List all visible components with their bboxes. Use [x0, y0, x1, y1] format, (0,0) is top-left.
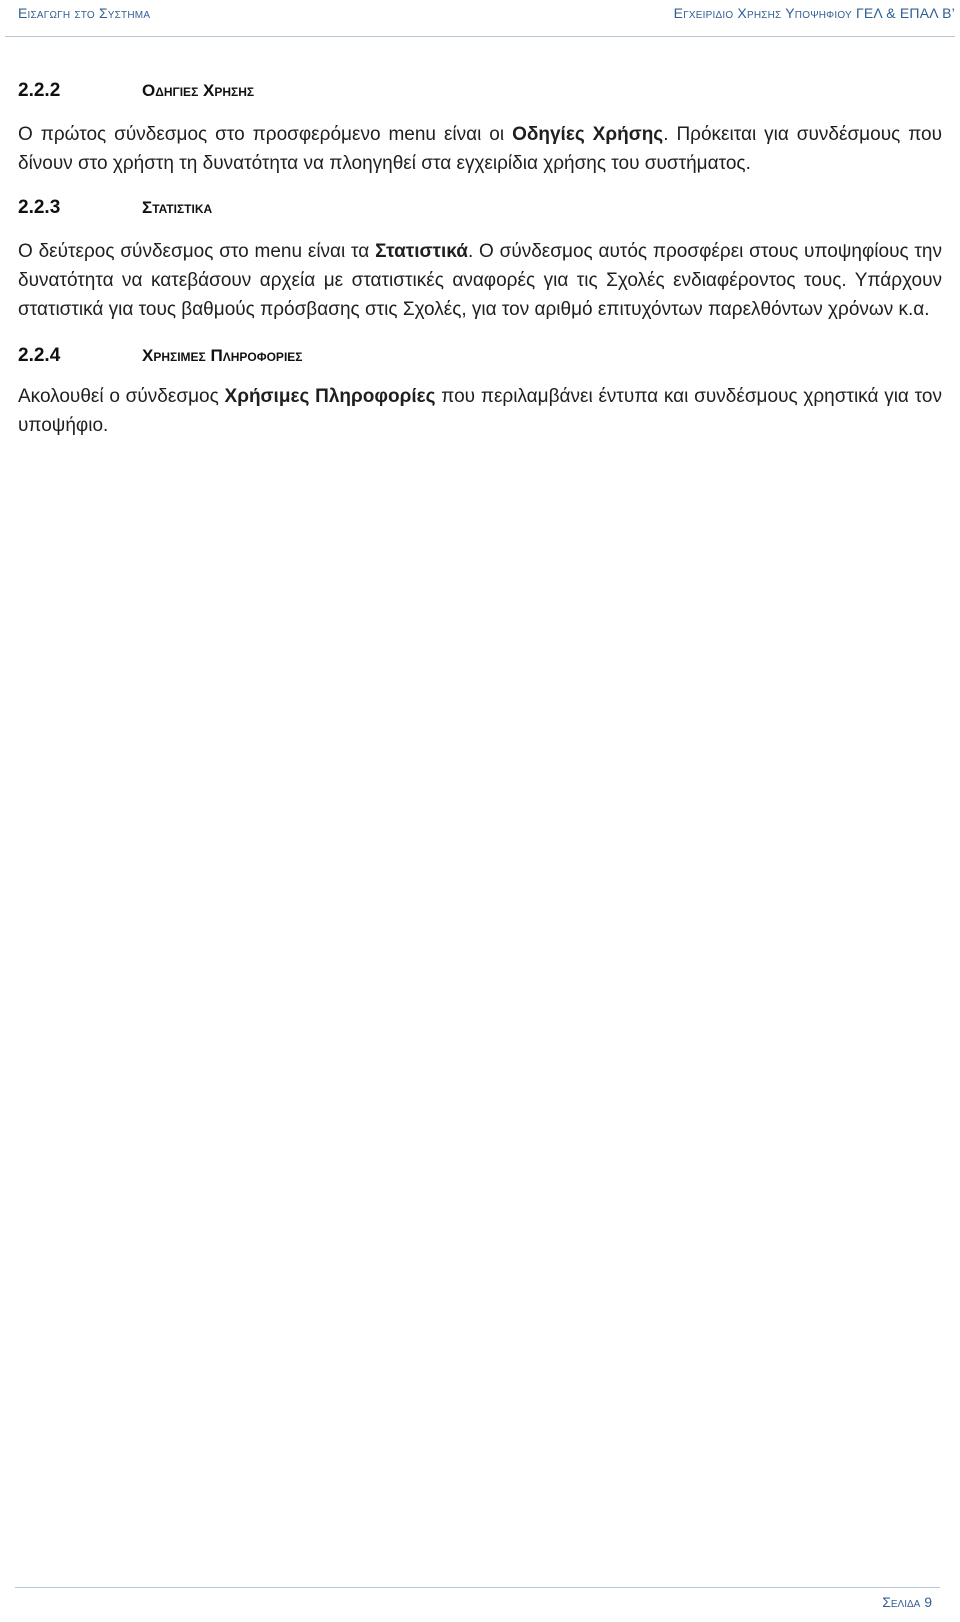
section-heading-2-2-4 [18, 345, 942, 367]
section-paragraph-2-2-4 [18, 382, 942, 440]
paragraph-text: . Ο σύνδεσμος αυτός προσφέρει στους υποψηφίους την δυνατότητα να κατεβάσουν αρχεία με στατιστικές αναφορές για τις Σχολές ενδιαφέροντος τους. Υπάρχουν στατιστικά για τους βαθμούς πρόσβασης στις Σχολές, για τον αριθμό επιτυχόντων παρελθόντων χρόνων κ.α. [18, 241, 942, 320]
paragraph-text: Ακολουθεί ο σύνδεσμος [18, 386, 225, 407]
paragraph-bold-term: Οδηγίες Χρήσης [512, 124, 664, 145]
section-number: 2.2.2 [18, 80, 61, 101]
paragraph-text: . Πρόκειται για συνδέσμους που δίνουν στο χρήστη τη δυνατότητα να πλοηγηθεί στα εγχειρίδια χρήσης του συστήματος. [18, 124, 943, 174]
section-heading-2-2-2 [18, 80, 942, 102]
page-content [18, 80, 942, 440]
section-title: Χρησιμες Πληροφοριες [142, 346, 303, 365]
paragraph-text: που περιλαμβάνει έντυπα και συνδέσμους χρηστικά για τον υποψήφιο. [18, 386, 942, 436]
section-paragraph-2-2-2 [18, 120, 942, 178]
paragraph-bold-term: Στατιστικά [375, 241, 468, 262]
section-title: Οδηγιες Χρησης [142, 81, 255, 100]
page-footer [15, 1587, 940, 1622]
header-chapter-title: Εισαγωγη στο Συστημα [18, 5, 151, 21]
section-paragraph-2-2-3 [18, 237, 942, 324]
section-number: 2.2.4 [18, 345, 61, 366]
section-title: Στατιστικα [142, 198, 213, 217]
paragraph-text: Ο πρώτος σύνδεσμος στο προσφερόμενο menu είναι οι [18, 124, 513, 145]
header-document-title: Εγχειριδιο Χρησης Υποψηφιου ΓΕΛ & ΕΠΑΛ Β’ [673, 5, 955, 21]
page-header [5, 0, 955, 37]
section-number: 2.2.3 [18, 197, 61, 218]
paragraph-text: Ο δεύτερος σύνδεσμος στο menu είναι τα [18, 241, 376, 262]
paragraph-bold-term: Χρήσιμες Πληροφορίες [224, 386, 436, 407]
section-heading-2-2-3 [18, 197, 942, 219]
page-number: Σελιδα 9 [882, 1594, 932, 1610]
